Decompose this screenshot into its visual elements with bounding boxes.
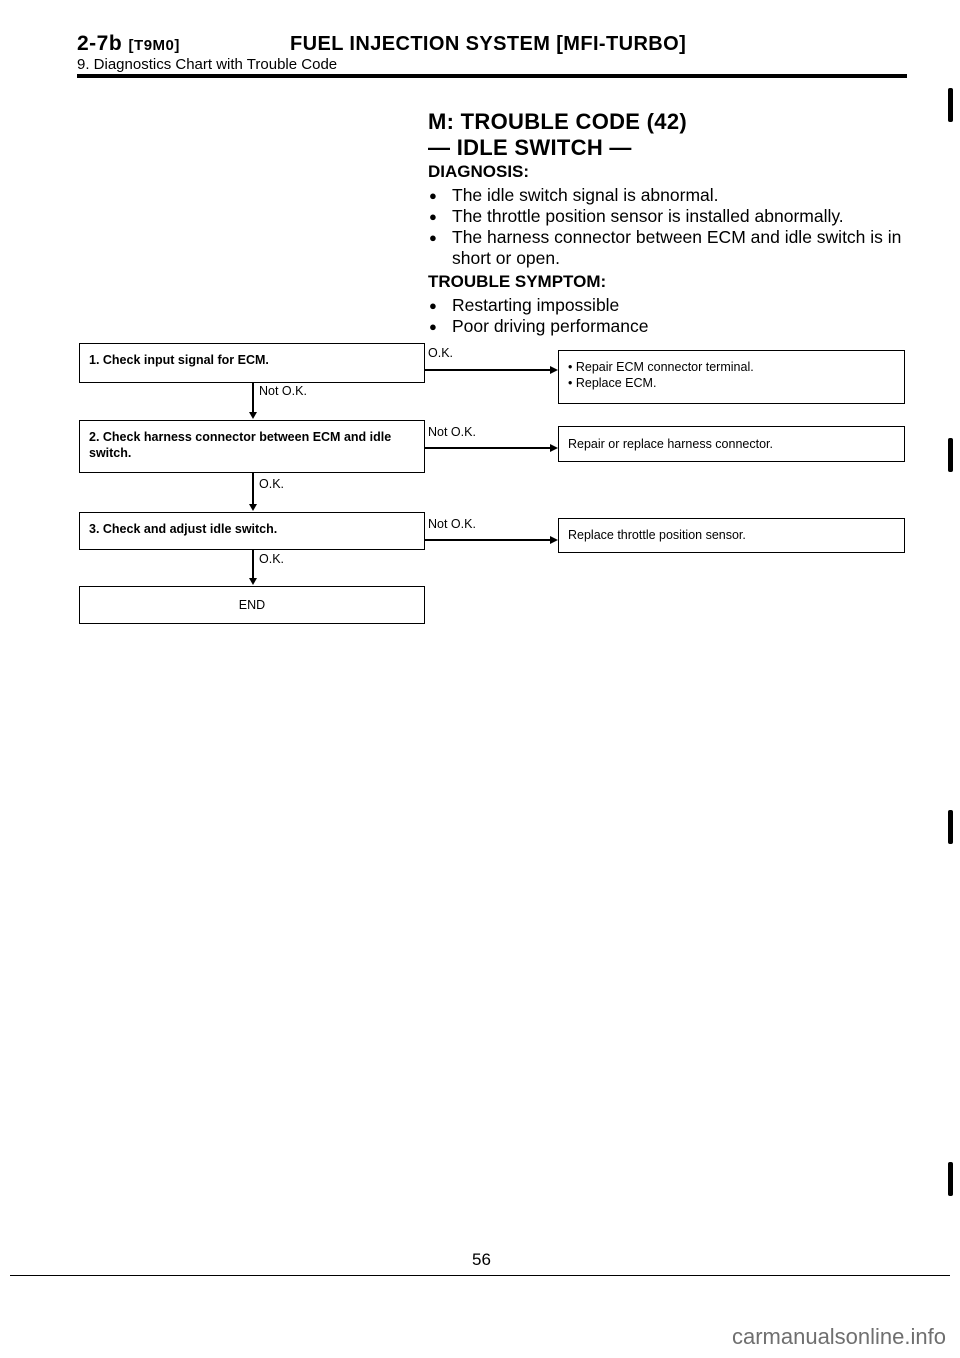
symptom-item: ● Restarting impossible bbox=[428, 295, 908, 316]
diagnosis-item: ● The throttle position sensor is installed abnormally. bbox=[428, 206, 908, 227]
margin-mark bbox=[948, 1162, 953, 1196]
flow-label-3-end: O.K. bbox=[259, 552, 285, 566]
branch-label-2: Not O.K. bbox=[428, 425, 476, 439]
diagnosis-item: ● The idle switch signal is abnormal. bbox=[428, 185, 908, 206]
connector-3-end bbox=[252, 550, 254, 579]
flow-step-3: 3. Check and adjust idle switch. bbox=[79, 512, 425, 550]
symptom-list bbox=[428, 295, 908, 337]
section-ref: [T9M0] bbox=[128, 37, 180, 54]
margin-mark bbox=[948, 810, 953, 844]
diagnosis-item: ● The harness connector between ECM and idle switch is in short or open. bbox=[428, 227, 908, 269]
arrow-right-icon bbox=[550, 366, 558, 374]
result-1-line-2: • Replace ECM. bbox=[568, 376, 657, 390]
diagnosis-label: DIAGNOSIS: bbox=[428, 162, 530, 181]
section-title-line2: — IDLE SWITCH — bbox=[428, 135, 632, 160]
header-rule bbox=[77, 74, 907, 78]
page-number: 56 bbox=[472, 1250, 491, 1269]
arrow-down-icon bbox=[249, 412, 257, 419]
margin-mark bbox=[948, 88, 953, 122]
arrow-down-icon bbox=[249, 504, 257, 511]
page-title: FUEL INJECTION SYSTEM [MFI-TURBO] bbox=[290, 33, 687, 55]
connector-2-3 bbox=[252, 473, 254, 505]
arrow-down-icon bbox=[249, 578, 257, 585]
flow-step-1: 1. Check input signal for ECM. bbox=[79, 343, 425, 383]
section-code bbox=[77, 32, 180, 56]
flow-label-2-3: O.K. bbox=[259, 477, 285, 491]
section-code-number: 2-7b bbox=[77, 32, 123, 55]
diagnosis-list bbox=[428, 185, 908, 269]
flow-end: END bbox=[79, 586, 425, 624]
arrow-right-icon bbox=[550, 536, 558, 544]
result-box-2: Repair or replace harness connector. bbox=[558, 426, 905, 462]
result-1-line-1: • Repair ECM connector terminal. bbox=[568, 360, 754, 374]
connector-1-2 bbox=[252, 383, 254, 413]
branch-line-3 bbox=[425, 539, 551, 541]
result-box-3: Replace throttle position sensor. bbox=[558, 518, 905, 553]
footer-rule bbox=[10, 1275, 950, 1276]
flow-label-1-2: Not O.K. bbox=[259, 384, 307, 398]
margin-mark bbox=[948, 438, 953, 472]
section-title bbox=[428, 109, 687, 161]
result-box-1 bbox=[558, 350, 905, 404]
branch-line-2 bbox=[425, 447, 551, 449]
branch-line-1 bbox=[425, 369, 551, 371]
watermark: carmanualsonline.info bbox=[731, 1324, 946, 1349]
branch-label-3: Not O.K. bbox=[428, 517, 476, 531]
symptom-item: ● Poor driving performance bbox=[428, 316, 908, 337]
section-title-line1: M: TROUBLE CODE (42) bbox=[428, 109, 687, 134]
page-subtitle: 9. Diagnostics Chart with Trouble Code bbox=[77, 56, 338, 73]
branch-label-1: O.K. bbox=[428, 346, 454, 360]
flow-step-2: 2. Check harness connector between ECM and idle switch. bbox=[79, 420, 425, 473]
arrow-right-icon bbox=[550, 444, 558, 452]
symptom-label: TROUBLE SYMPTOM: bbox=[428, 272, 607, 291]
